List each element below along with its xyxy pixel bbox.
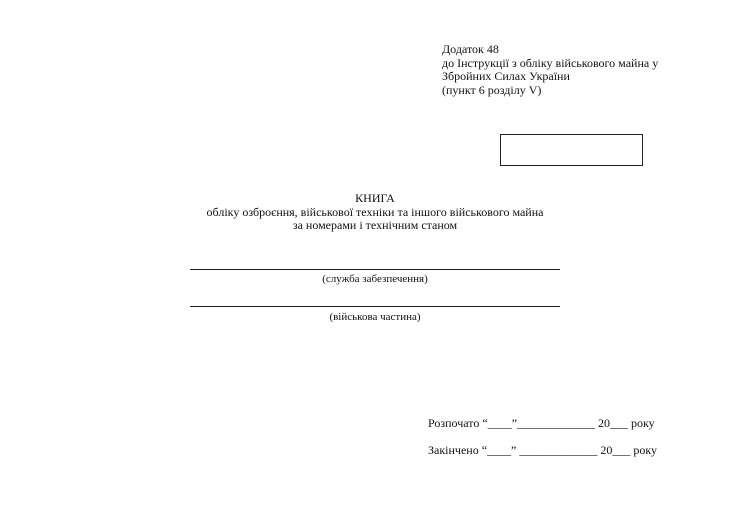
- service-fill-line: [190, 269, 560, 270]
- annex-number: Додаток 48: [442, 42, 499, 56]
- annex-header: [442, 43, 742, 97]
- unit-fill-line: [190, 306, 560, 307]
- book-subtitle: за номерами і технічним станом: [292, 218, 458, 232]
- annex-clause: (пункт 6 розділу V): [442, 82, 542, 97]
- annex-reference-line: Збройних Силах України: [442, 69, 570, 83]
- registration-stamp-box: [500, 134, 643, 166]
- unit-caption: (військова частина): [329, 311, 421, 323]
- annex-reference-line: до Інструкції з обліку військового майна у: [442, 55, 659, 70]
- service-caption: (служба забезпечення): [322, 273, 428, 285]
- finished-date-line: Закінчено “____” _____________ 20___ року: [428, 443, 658, 457]
- book-subtitle: обліку озброєння, військової техніки та іншого військового майна: [206, 204, 544, 219]
- started-date-line: Розпочато “____”_____________ 20___ року: [428, 416, 655, 430]
- book-title: КНИГА: [355, 191, 395, 205]
- book-title-block: [150, 192, 600, 233]
